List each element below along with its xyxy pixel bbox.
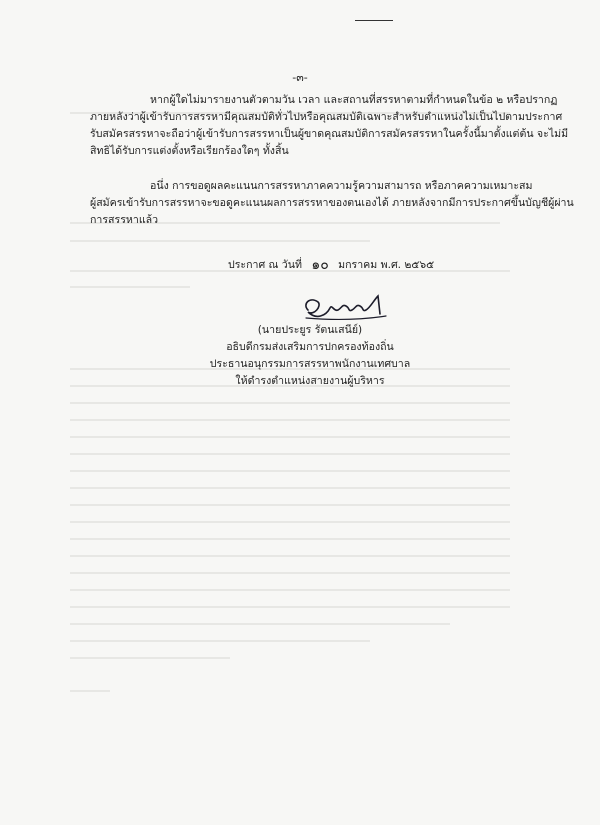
bleed-through-line xyxy=(70,589,510,591)
signatory-position: ให้ดำรงตำแหน่งสายงานผู้บริหาร xyxy=(235,375,385,387)
announcement-date xyxy=(228,254,434,276)
bleed-through-line xyxy=(70,487,510,489)
bleed-through-line xyxy=(70,538,510,540)
signatory-name: (นายประยูร รัตนเสนีย์) xyxy=(257,324,363,336)
signatory-block xyxy=(170,322,450,390)
announcement-day: ๑๐ xyxy=(311,257,329,273)
handwritten-signature xyxy=(300,290,390,324)
text-line: ผู้สมัครเข้ารับการสรรหาจะขอดูคะแนนผลการสรรหาของตนเองได้ ภายหลังจากมีการประกาศขึ้นบัญชีผู้ผ่าน xyxy=(90,197,574,209)
top-margin-mark xyxy=(355,20,393,21)
text-line: ภายหลังว่าผู้เข้ารับการสรรหามีคุณสมบัติทั่วไปหรือคุณสมบัติเฉพาะสำหรับตำแหน่งไม่เป็นไปตามประกาศ xyxy=(90,111,563,123)
announcement-prefix: ประกาศ ณ วันที่ xyxy=(228,259,302,271)
bleed-through-line xyxy=(70,419,510,421)
bleed-through-line xyxy=(70,657,230,659)
bleed-through-line xyxy=(70,623,450,625)
bleed-through-line xyxy=(70,640,370,642)
bleed-through-line xyxy=(70,453,510,455)
bleed-through-line xyxy=(70,504,510,506)
bleed-through-line xyxy=(70,606,510,608)
bleed-through-line xyxy=(70,690,110,692)
text-line: สิทธิได้รับการแต่งตั้งหรือเรียกร้องใดๆ ทั้งสิ้น xyxy=(90,145,289,157)
bleed-through-line xyxy=(70,572,510,574)
paragraph-score-review xyxy=(90,178,574,229)
bleed-through-line xyxy=(70,436,510,438)
announcement-month-year: มกราคม พ.ศ. ๒๕๖๕ xyxy=(338,259,435,271)
bleed-through-line xyxy=(70,240,370,242)
paragraph-reporting-condition xyxy=(90,92,569,160)
bleed-through-line xyxy=(70,555,510,557)
bleed-through-line xyxy=(70,521,510,523)
text-line: หากผู้ใดไม่มารายงานตัวตามวัน เวลา และสถานที่สรรหาตามที่กำหนดในข้อ ๒ หรือปรากฏ xyxy=(150,94,558,106)
bleed-through-line xyxy=(70,470,510,472)
page-number: -๓- xyxy=(292,71,308,84)
bleed-through-line xyxy=(70,402,510,404)
text-line: รับสมัครสรรหาจะถือว่าผู้เข้ารับการสรรหาเป็นผู้ขาดคุณสมบัติการสมัครสรรหาในครั้งนี้มาตั้งแต่ต้น จะไม่มี xyxy=(90,128,569,140)
signatory-position: อธิบดีกรมส่งเสริมการปกครองท้องถิ่น xyxy=(226,341,394,353)
signatory-position: ประธานอนุกรรมการสรรหาพนักงานเทศบาล xyxy=(209,358,411,370)
bleed-through-line xyxy=(70,286,190,288)
text-line: อนึ่ง การขอดูผลคะแนนการสรรหาภาคความรู้ความสามารถ หรือภาคความเหมาะสม xyxy=(150,180,533,192)
text-line: การสรรหาแล้ว xyxy=(90,214,159,226)
